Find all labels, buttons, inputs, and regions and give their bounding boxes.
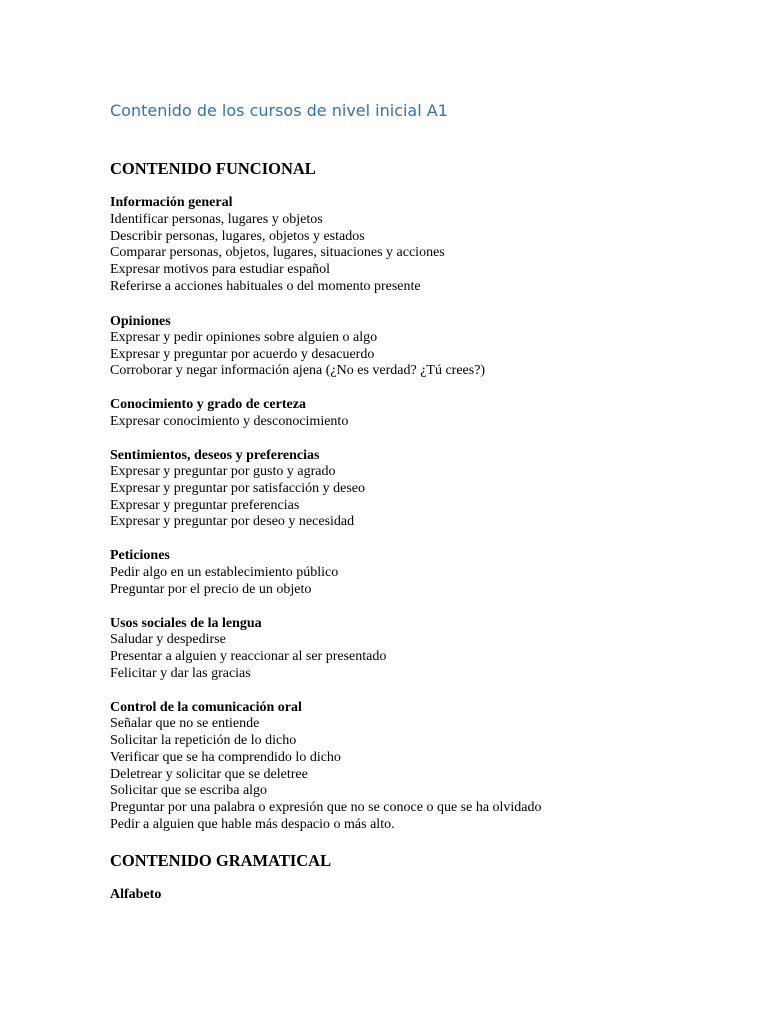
list-item: Expresar y preguntar por gusto y agrado: [110, 464, 336, 479]
group-heading: Conocimiento y grado de certeza: [110, 397, 306, 412]
section-heading-funcional: CONTENIDO FUNCIONAL: [110, 159, 316, 178]
group-heading: Peticiones: [110, 548, 170, 563]
group-heading: Opiniones: [110, 314, 171, 329]
list-item: Identificar personas, lugares y objetos: [110, 212, 323, 227]
list-item: Solicitar la repetición de lo dicho: [110, 733, 297, 748]
list-item: Verificar que se ha comprendido lo dicho: [110, 750, 341, 765]
list-item: Felicitar y dar las gracias: [110, 666, 251, 681]
list-item: Corroborar y negar información ajena (¿No es verdad? ¿Tú crees?): [110, 363, 486, 378]
list-item: Comparar personas, objetos, lugares, situaciones y acciones: [110, 245, 445, 260]
group-heading: Sentimientos, deseos y preferencias: [110, 448, 320, 463]
list-item: Expresar y pedir opiniones sobre alguien o algo: [110, 330, 378, 345]
list-item: Referirse a acciones habituales o del momento presente: [110, 279, 421, 294]
list-item: Presentar a alguien y reaccionar al ser presentado: [110, 649, 387, 664]
list-item: Expresar motivos para estudiar español: [110, 262, 331, 277]
list-item: Expresar y preguntar por acuerdo y desacuerdo: [110, 347, 375, 362]
list-item: Preguntar por el precio de un objeto: [110, 582, 312, 597]
group-heading: Usos sociales de la lengua: [110, 616, 262, 631]
list-item: Señalar que no se entiende: [110, 716, 260, 731]
list-item: Deletrear y solicitar que se deletree: [110, 767, 308, 782]
list-item: Preguntar por una palabra o expresión que no se conoce o que se ha olvidado: [110, 800, 542, 815]
list-item: Expresar conocimiento y desconocimiento: [110, 414, 349, 429]
list-item: Expresar y preguntar por deseo y necesidad: [110, 514, 355, 529]
list-item: Describir personas, lugares, objetos y estados: [110, 229, 365, 244]
list-item: Expresar y preguntar preferencias: [110, 498, 300, 513]
group-heading: Alfabeto: [110, 887, 162, 902]
list-item: Pedir algo en un establecimiento público: [110, 565, 339, 580]
section-heading-gramatical: CONTENIDO GRAMATICAL: [110, 851, 332, 870]
list-item: Solicitar que se escriba algo: [110, 783, 268, 798]
list-item: Expresar y preguntar por satisfacción y deseo: [110, 481, 366, 496]
list-item: Pedir a alguien que hable más despacio o más alto.: [110, 817, 395, 832]
group-heading: Control de la comunicación oral: [110, 700, 302, 715]
group-heading: Información general: [110, 195, 233, 210]
document-title: Contenido de los cursos de nivel inicial A1: [110, 101, 448, 120]
list-item: Saludar y despedirse: [110, 632, 226, 647]
